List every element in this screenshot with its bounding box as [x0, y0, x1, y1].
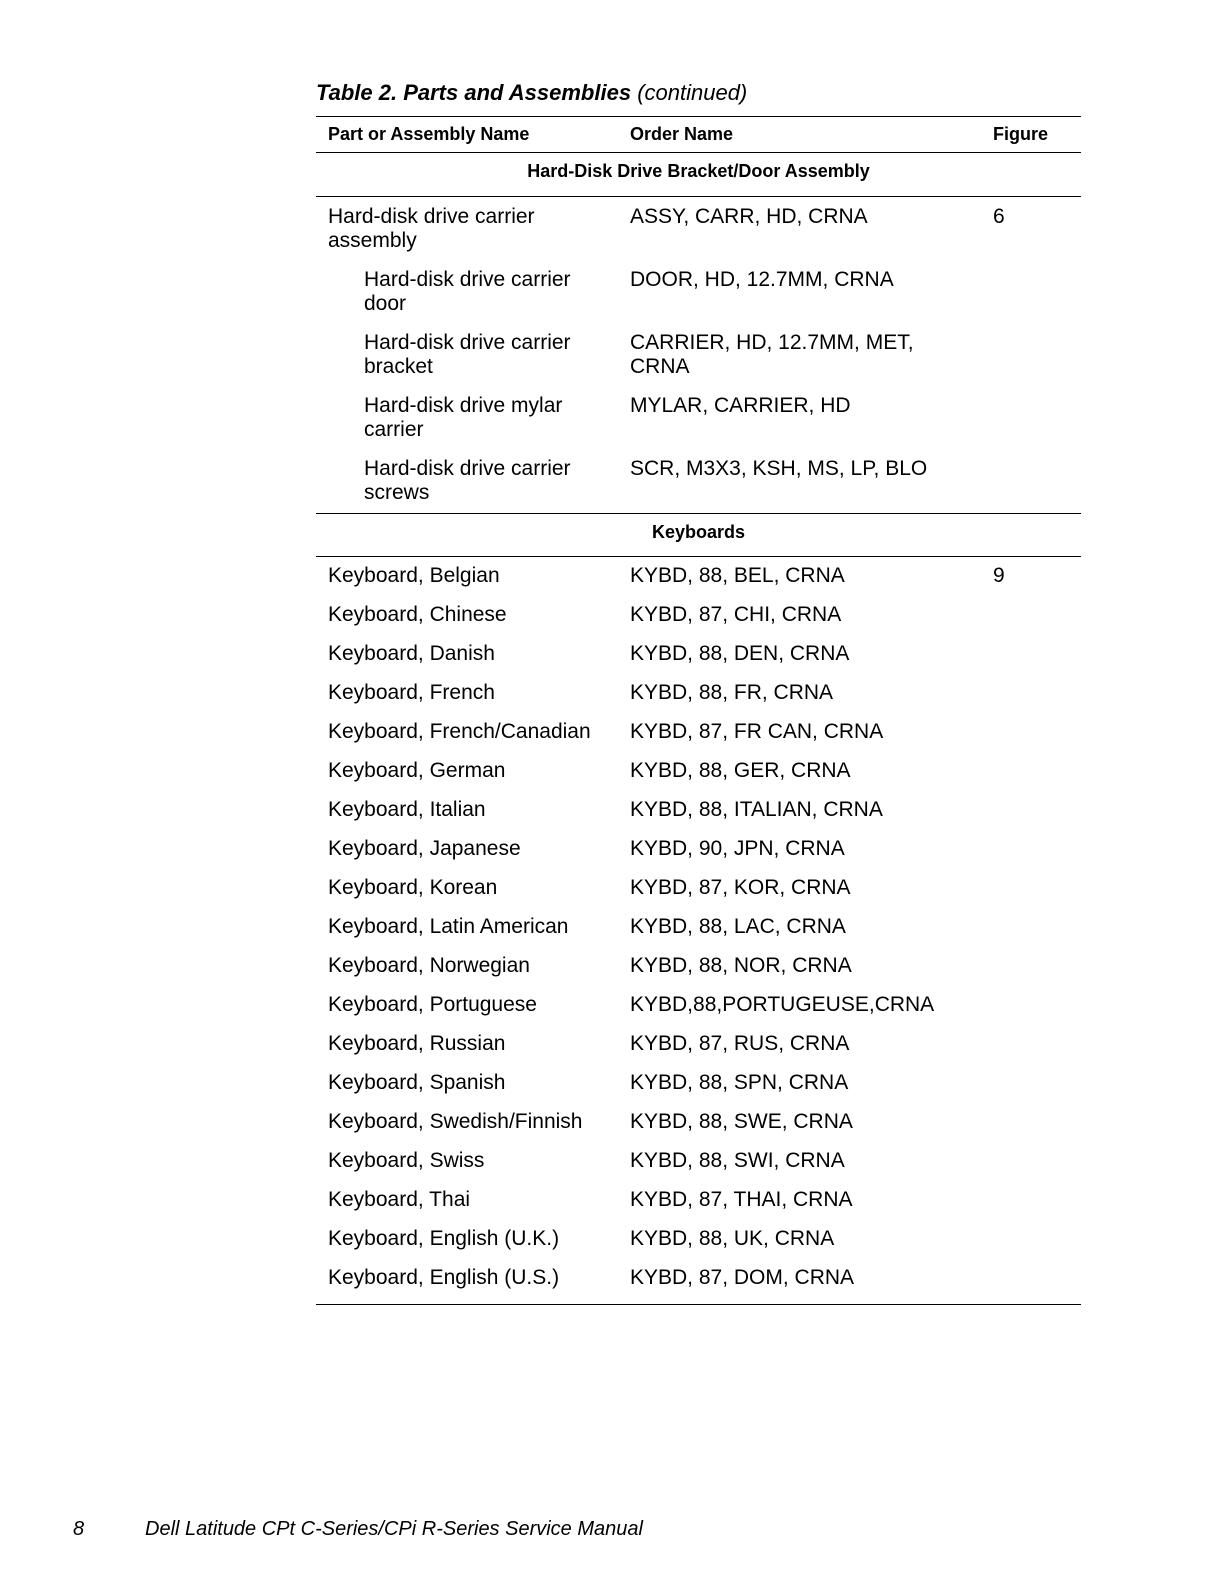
order-name-cell: KYBD, 87, KOR, CRNA [630, 876, 851, 899]
order-name-cell: KYBD,88,PORTUGEUSE,CRNA [630, 993, 935, 1016]
table-row [316, 1182, 1081, 1221]
table-row [316, 324, 1081, 387]
table-row [316, 1104, 1081, 1143]
order-name-cell: CARRIER, HD, 12.7MM, MET, CRNA [630, 330, 914, 378]
table-row [316, 597, 1081, 636]
figure-cell [981, 948, 1081, 987]
figure-cell [981, 1182, 1081, 1221]
order-name-cell: KYBD, 88, DEN, CRNA [630, 642, 850, 665]
part-name-cell: Keyboard, Russian [328, 1032, 506, 1055]
table-title: Table 2. Parts and Assemblies [316, 80, 632, 105]
table-row [316, 557, 1081, 598]
figure-cell [981, 909, 1081, 948]
part-name-cell: Keyboard, German [328, 759, 506, 782]
table-row [316, 1065, 1081, 1104]
order-name-cell: SCR, M3X3, KSH, MS, LP, BLO [630, 456, 928, 480]
table-row [316, 831, 1081, 870]
part-name-cell: Hard-disk drive carrier bracket [364, 330, 571, 378]
order-name-cell: KYBD, 87, RUS, CRNA [630, 1032, 850, 1055]
order-name-cell: KYBD, 87, DOM, CRNA [618, 1260, 981, 1305]
table-row [316, 792, 1081, 831]
part-name-cell: Keyboard, Latin American [328, 915, 569, 938]
table-row [316, 675, 1081, 714]
figure-cell [981, 831, 1081, 870]
figure-cell [981, 714, 1081, 753]
section-title: Keyboards [316, 513, 1081, 557]
figure-cell [981, 1104, 1081, 1143]
part-name-cell: Keyboard, Italian [328, 798, 486, 821]
figure-cell [981, 1026, 1081, 1065]
table-row [316, 1221, 1081, 1260]
parts-table [316, 116, 1081, 1305]
order-name-cell: KYBD, 88, BEL, CRNA [630, 564, 845, 587]
part-name-cell: Keyboard, Danish [328, 642, 495, 665]
part-name-cell: Keyboard, Chinese [328, 603, 507, 626]
part-name-cell: Keyboard, English (U.K.) [328, 1227, 560, 1250]
part-name-cell: Hard-disk drive carrier door [364, 267, 571, 315]
page-number: 8 [73, 1518, 85, 1540]
table-row [316, 987, 1081, 1026]
order-name-cell: KYBD, 88, NOR, CRNA [630, 954, 852, 977]
part-name-cell: Keyboard, Swiss [328, 1149, 485, 1172]
order-name-cell: KYBD, 88, SPN, CRNA [630, 1071, 849, 1094]
part-name-cell: Keyboard, Portuguese [328, 993, 537, 1016]
table-row [316, 1143, 1081, 1182]
figure-cell [981, 1065, 1081, 1104]
order-name-cell: ASSY, CARR, HD, CRNA [630, 204, 868, 228]
part-name-cell: Keyboard, Japanese [328, 837, 521, 860]
figure-cell [981, 261, 1081, 324]
order-name-cell: KYBD, 88, SWI, CRNA [630, 1149, 845, 1172]
order-name-cell: KYBD, 90, JPN, CRNA [630, 837, 845, 860]
manual-title: Dell Latitude CPt C-Series/CPi R-Series Service Manual [145, 1518, 643, 1540]
part-name-cell: Keyboard, Thai [328, 1188, 471, 1211]
figure-cell [981, 1143, 1081, 1182]
order-name-cell: KYBD, 87, CHI, CRNA [630, 603, 842, 626]
order-name-cell: KYBD, 87, FR CAN, CRNA [630, 720, 884, 743]
order-name-cell: MYLAR, CARRIER, HD [630, 393, 851, 417]
order-name-cell: KYBD, 88, SWE, CRNA [630, 1110, 853, 1133]
figure-cell [981, 324, 1081, 387]
table-row [316, 909, 1081, 948]
figure-cell [981, 987, 1081, 1026]
table-row [316, 870, 1081, 909]
figure-cell [981, 1260, 1081, 1305]
table-row [316, 753, 1081, 792]
table-row [316, 714, 1081, 753]
order-name-cell: KYBD, 88, GER, CRNA [630, 759, 851, 782]
figure-cell: 9 [993, 564, 1005, 587]
part-name-cell: Keyboard, Norwegian [328, 954, 530, 977]
figure-cell [981, 636, 1081, 675]
figure-cell [981, 753, 1081, 792]
figure-cell [981, 675, 1081, 714]
order-name-cell: KYBD, 88, ITALIAN, CRNA [630, 798, 883, 821]
table-row [316, 450, 1081, 514]
table-caption-suffix: (continued) [637, 80, 748, 105]
section-keyboards [316, 513, 1081, 1305]
column-header-order-name: Order Name [618, 117, 981, 153]
table-row [316, 387, 1081, 450]
table-caption [316, 80, 747, 106]
table-row [316, 636, 1081, 675]
figure-cell [981, 387, 1081, 450]
order-name-cell: DOOR, HD, 12.7MM, CRNA [630, 267, 894, 291]
part-name-cell: Keyboard, French [328, 681, 495, 704]
figure-cell [981, 450, 1081, 514]
order-name-cell: KYBD, 87, THAI, CRNA [630, 1188, 853, 1211]
part-name-cell: Hard-disk drive carrier screws [364, 456, 571, 504]
figure-cell [981, 792, 1081, 831]
figure-cell [981, 870, 1081, 909]
order-name-cell: KYBD, 88, UK, CRNA [630, 1227, 835, 1250]
order-name-cell: KYBD, 88, LAC, CRNA [630, 915, 846, 938]
table-row [316, 1260, 1081, 1305]
section-hard-disk [316, 153, 1081, 514]
table-row [316, 261, 1081, 324]
section-title: Hard-Disk Drive Bracket/Door Assembly [316, 153, 1081, 197]
part-name-cell: Keyboard, Belgian [328, 564, 500, 587]
part-name-cell: Keyboard, Swedish/Finnish [328, 1110, 583, 1133]
column-header-figure: Figure [981, 117, 1081, 153]
table-row [316, 196, 1081, 261]
header-row [316, 117, 1081, 153]
figure-cell [981, 1221, 1081, 1260]
part-name-cell: Hard-disk drive mylar carrier [364, 393, 563, 441]
part-name-cell: Hard-disk drive carrier assembly [328, 204, 535, 252]
section-header-row [316, 153, 1081, 197]
table-row [316, 1026, 1081, 1065]
part-name-cell: Keyboard, French/Canadian [328, 720, 591, 743]
part-name-cell: Keyboard, English (U.S.) [316, 1260, 618, 1305]
figure-cell: 6 [993, 204, 1005, 228]
order-name-cell: KYBD, 88, FR, CRNA [630, 681, 834, 704]
table-row [316, 948, 1081, 987]
column-header-part-name: Part or Assembly Name [316, 117, 618, 153]
part-name-cell: Keyboard, Spanish [328, 1071, 506, 1094]
figure-cell [981, 597, 1081, 636]
part-name-cell: Keyboard, Korean [328, 876, 498, 899]
section-header-row [316, 513, 1081, 557]
